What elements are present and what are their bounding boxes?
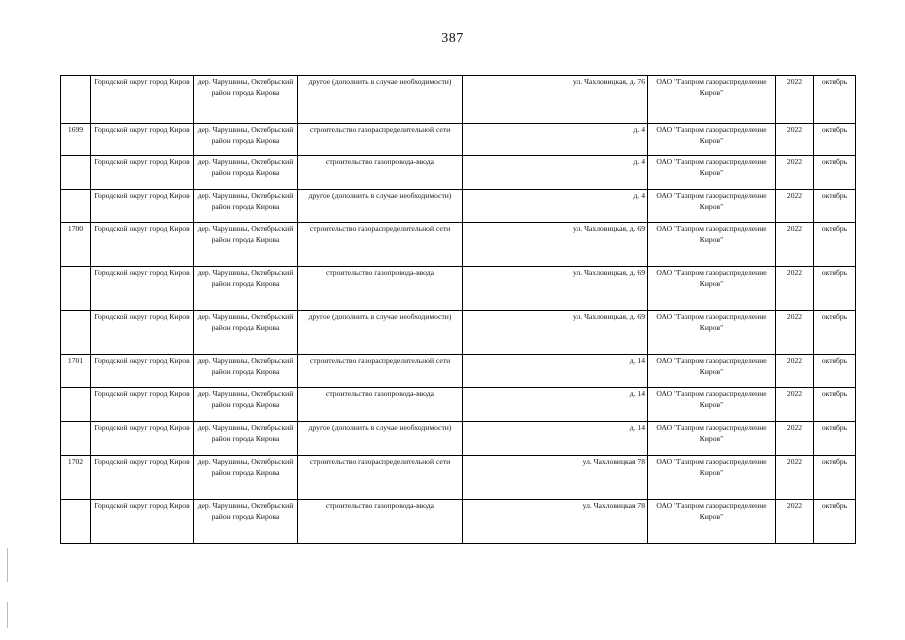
year-cell: 2022 xyxy=(776,456,814,500)
locality-cell: дер. Чарушины, Октябрьский район города Кирова xyxy=(194,76,298,124)
address-cell: д. 4 xyxy=(463,190,648,223)
month-cell: октябрь xyxy=(814,456,856,500)
table-row xyxy=(61,223,856,267)
work-type-cell: строительство газопровода-ввода xyxy=(298,500,463,544)
address-cell: д. 14 xyxy=(463,388,648,422)
month-cell: октябрь xyxy=(814,156,856,190)
address-cell: ул. Чахловицкая, д. 76 xyxy=(463,76,648,124)
municipality-cell: Городской округ город Киров xyxy=(91,456,194,500)
organization-cell: ОАО "Газпром газораспределение Киров" xyxy=(648,311,776,355)
work-type-cell: строительство газораспределительной сети xyxy=(298,223,463,267)
work-type-cell: строительство газораспределительной сети xyxy=(298,355,463,388)
month-cell: октябрь xyxy=(814,223,856,267)
municipality-cell: Городской округ город Киров xyxy=(91,76,194,124)
table-row xyxy=(61,456,856,500)
organization-cell: ОАО "Газпром газораспределение Киров" xyxy=(648,190,776,223)
row-number xyxy=(61,267,91,311)
row-number: 1699 xyxy=(61,124,91,156)
organization-cell: ОАО "Газпром газораспределение Киров" xyxy=(648,76,776,124)
locality-cell: дер. Чарушины, Октябрьский район города Кирова xyxy=(194,190,298,223)
row-number xyxy=(61,156,91,190)
scan-edge-mark xyxy=(7,548,8,582)
year-cell: 2022 xyxy=(776,223,814,267)
organization-cell: ОАО "Газпром газораспределение Киров" xyxy=(648,500,776,544)
year-cell: 2022 xyxy=(776,156,814,190)
locality-cell: дер. Чарушины, Октябрьский район города Кирова xyxy=(194,267,298,311)
organization-cell: ОАО "Газпром газораспределение Киров" xyxy=(648,355,776,388)
month-cell: октябрь xyxy=(814,76,856,124)
month-cell: октябрь xyxy=(814,422,856,456)
table-row xyxy=(61,422,856,456)
address-cell: ул. Чахловицкая 78 xyxy=(463,500,648,544)
table-row xyxy=(61,156,856,190)
locality-cell: дер. Чарушины, Октябрьский район города Кирова xyxy=(194,388,298,422)
organization-cell: ОАО "Газпром газораспределение Киров" xyxy=(648,124,776,156)
municipality-cell: Городской округ город Киров xyxy=(91,422,194,456)
page-number: 387 xyxy=(441,31,464,46)
address-cell: д. 4 xyxy=(463,156,648,190)
row-number xyxy=(61,311,91,355)
municipality-cell: Городской округ город Киров xyxy=(91,156,194,190)
table-row xyxy=(61,500,856,544)
row-number: 1702 xyxy=(61,456,91,500)
row-number: 1701 xyxy=(61,355,91,388)
row-number xyxy=(61,388,91,422)
table-row xyxy=(61,124,856,156)
row-number: 1700 xyxy=(61,223,91,267)
organization-cell: ОАО "Газпром газораспределение Киров" xyxy=(648,223,776,267)
municipality-cell: Городской округ город Киров xyxy=(91,223,194,267)
work-type-cell: другое (дополнить в случае необходимости) xyxy=(298,311,463,355)
municipality-cell: Городской округ город Киров xyxy=(91,500,194,544)
scan-edge-mark xyxy=(7,602,8,628)
work-type-cell: строительство газопровода-ввода xyxy=(298,267,463,311)
municipality-cell: Городской округ город Киров xyxy=(91,388,194,422)
municipality-cell: Городской округ город Киров xyxy=(91,355,194,388)
work-type-cell: другое (дополнить в случае необходимости) xyxy=(298,190,463,223)
row-number xyxy=(61,76,91,124)
locality-cell: дер. Чарушины, Октябрьский район города Кирова xyxy=(194,156,298,190)
year-cell: 2022 xyxy=(776,267,814,311)
table-row xyxy=(61,190,856,223)
locality-cell: дер. Чарушины, Октябрьский район города Кирова xyxy=(194,355,298,388)
gas-registry-table xyxy=(60,75,856,544)
row-number xyxy=(61,500,91,544)
month-cell: октябрь xyxy=(814,388,856,422)
address-cell: д. 4 xyxy=(463,124,648,156)
month-cell: октябрь xyxy=(814,355,856,388)
month-cell: октябрь xyxy=(814,267,856,311)
organization-cell: ОАО "Газпром газораспределение Киров" xyxy=(648,456,776,500)
table-row xyxy=(61,355,856,388)
locality-cell: дер. Чарушины, Октябрьский район города Кирова xyxy=(194,500,298,544)
organization-cell: ОАО "Газпром газораспределение Киров" xyxy=(648,388,776,422)
municipality-cell: Городской округ город Киров xyxy=(91,311,194,355)
work-type-cell: строительство газопровода-ввода xyxy=(298,388,463,422)
municipality-cell: Городской округ город Киров xyxy=(91,267,194,311)
address-cell: ул. Чахловицкая 78 xyxy=(463,456,648,500)
address-cell: д. 14 xyxy=(463,422,648,456)
address-cell: ул. Чахловицкая, д. 69 xyxy=(463,311,648,355)
month-cell: октябрь xyxy=(814,190,856,223)
municipality-cell: Городской округ город Киров xyxy=(91,124,194,156)
work-type-cell: строительство газораспределительной сети xyxy=(298,456,463,500)
year-cell: 2022 xyxy=(776,76,814,124)
row-number xyxy=(61,190,91,223)
year-cell: 2022 xyxy=(776,388,814,422)
work-type-cell: другое (дополнить в случае необходимости) xyxy=(298,76,463,124)
year-cell: 2022 xyxy=(776,500,814,544)
locality-cell: дер. Чарушины, Октябрьский район города Кирова xyxy=(194,311,298,355)
year-cell: 2022 xyxy=(776,190,814,223)
locality-cell: дер. Чарушины, Октябрьский район города Кирова xyxy=(194,456,298,500)
month-cell: октябрь xyxy=(814,124,856,156)
address-cell: д. 14 xyxy=(463,355,648,388)
year-cell: 2022 xyxy=(776,355,814,388)
organization-cell: ОАО "Газпром газораспределение Киров" xyxy=(648,422,776,456)
work-type-cell: другое (дополнить в случае необходимости) xyxy=(298,422,463,456)
locality-cell: дер. Чарушины, Октябрьский район города Кирова xyxy=(194,124,298,156)
month-cell: октябрь xyxy=(814,311,856,355)
row-number xyxy=(61,422,91,456)
table-row xyxy=(61,76,856,124)
organization-cell: ОАО "Газпром газораспределение Киров" xyxy=(648,267,776,311)
table-row xyxy=(61,388,856,422)
locality-cell: дер. Чарушины, Октябрьский район города Кирова xyxy=(194,422,298,456)
table-row xyxy=(61,311,856,355)
year-cell: 2022 xyxy=(776,311,814,355)
municipality-cell: Городской округ город Киров xyxy=(91,190,194,223)
year-cell: 2022 xyxy=(776,422,814,456)
work-type-cell: строительство газораспределительной сети xyxy=(298,124,463,156)
address-cell: ул. Чахловицкая, д. 69 xyxy=(463,223,648,267)
organization-cell: ОАО "Газпром газораспределение Киров" xyxy=(648,156,776,190)
month-cell: октябрь xyxy=(814,500,856,544)
work-type-cell: строительство газопровода-ввода xyxy=(298,156,463,190)
year-cell: 2022 xyxy=(776,124,814,156)
locality-cell: дер. Чарушины, Октябрьский район города Кирова xyxy=(194,223,298,267)
address-cell: ул. Чахловицкая, д. 69 xyxy=(463,267,648,311)
table-row xyxy=(61,267,856,311)
